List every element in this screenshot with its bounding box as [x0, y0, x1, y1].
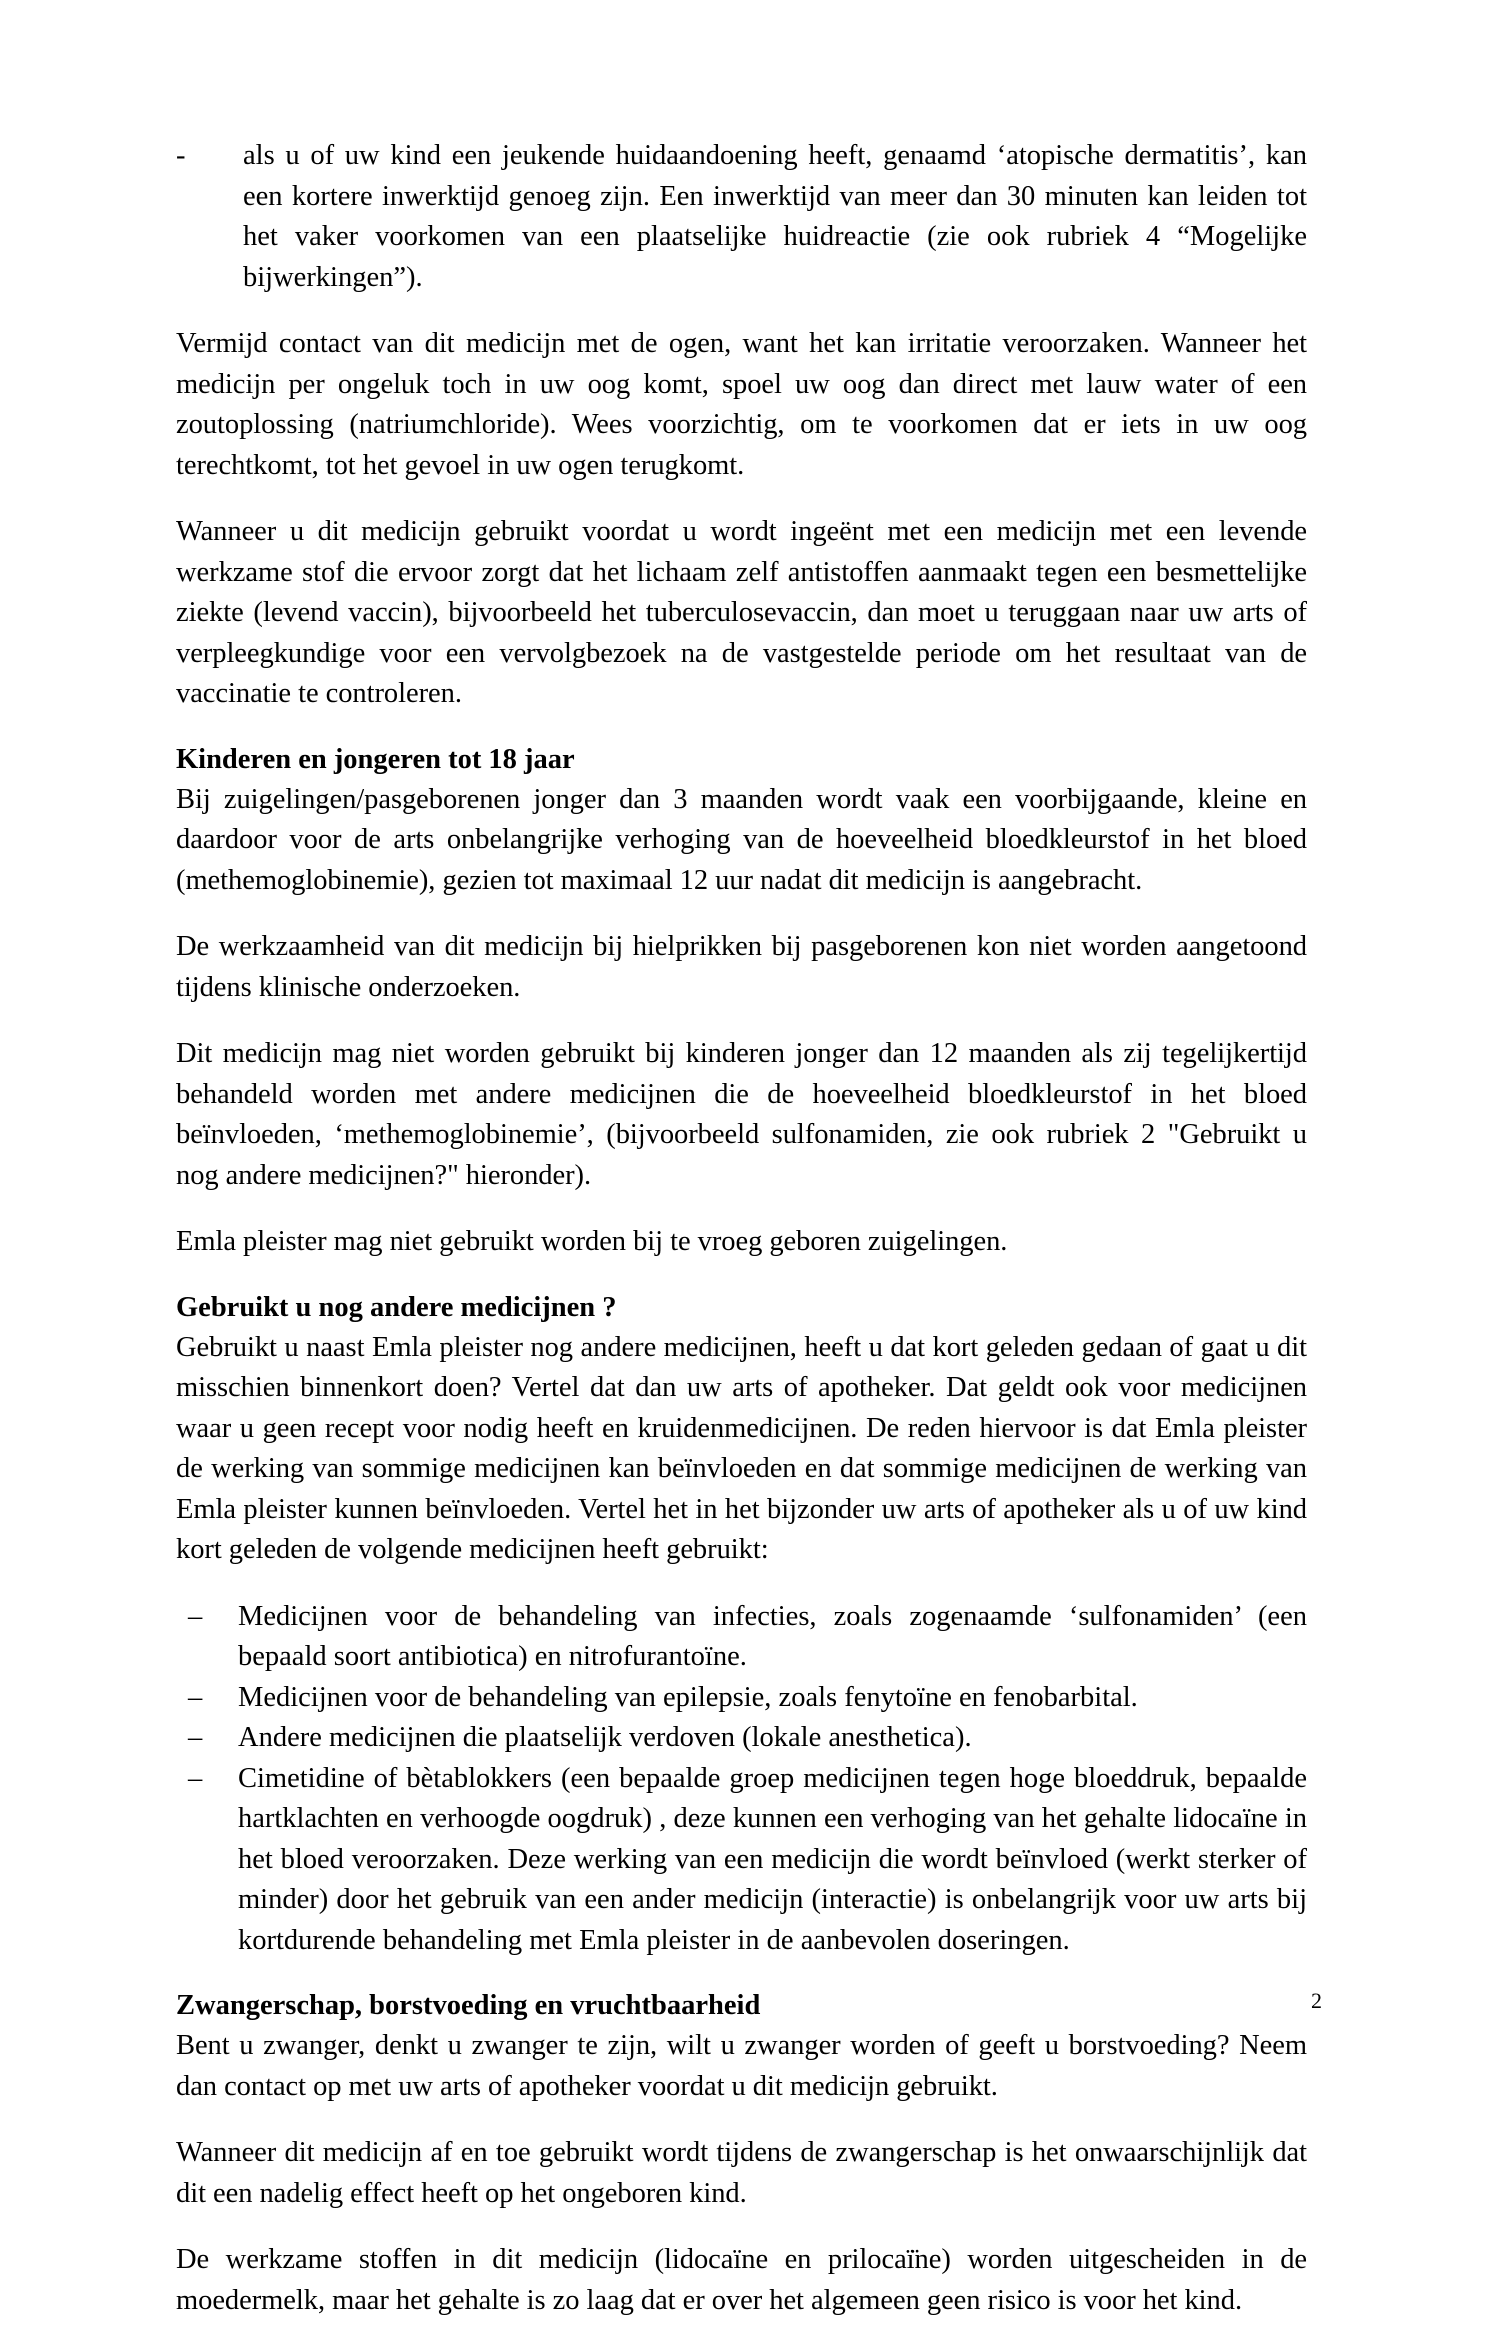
paragraph-preterm-infants: Emla pleister mag niet gebruikt worden bij te vroeg geboren zuigelingen. — [176, 1226, 1008, 1257]
paragraph-pregnancy: Bent u zwanger, denkt u zwanger te zijn, wilt u zwanger worden of geeft u borstvoeding? Neem dan contact op met uw arts of apotheker voordat u dit medicijn gebruikt. — [176, 2030, 1307, 2102]
atopic-dermatitis-list — [176, 136, 1307, 298]
page-content — [176, 136, 1307, 2347]
list-item — [176, 136, 1307, 298]
endash-marker: – — [188, 1762, 203, 1794]
list-item-text: Andere medicijnen die plaatselijk verdoven (lokale anesthetica). — [238, 1722, 972, 1753]
paragraph-heelprick: De werkzaamheid van dit medicijn bij hielprikken bij pasgeborenen kon niet worden aangetoond tijdens klinische onderzoeken. — [176, 931, 1307, 1003]
list-item-text: Medicijnen voor de behandeling van epilepsie, zoals fenytoïne en fenobarbital. — [238, 1681, 1138, 1713]
list-item — [176, 1759, 1307, 1962]
paragraph-pregnancy-occasional: Wanneer dit medicijn af en toe gebruikt wordt tijdens de zwangerschap is het onwaarschijnlijk dat dit een nadelig effect heeft op het ongeboren kind. — [176, 2137, 1307, 2209]
endash-marker: – — [188, 1600, 203, 1632]
paragraph-live-vaccine: Wanneer u dit medicijn gebruikt voordat u wordt ingeënt met een medicijn met een levende werkzame stof die ervoor zorgt dat het lichaam zelf antistoffen aanmaakt tegen een besmettelijke ziekte (levend vaccin), bijvoorbeeld het tuberculosevaccin, dan moet u teruggaan naar uw arts of verpleegkundige voor een vervolgbezoek na de vastgestelde periode om het resultaat van de vaccinatie te controleren. — [176, 516, 1307, 709]
medicine-interaction-list — [176, 1597, 1307, 1962]
endash-marker: – — [188, 1722, 203, 1753]
paragraph-eye-contact: Vermijd contact van dit medicijn met de ogen, want het kan irritatie veroorzaken. Wanneer het medicijn per ongeluk toch in uw oog komt, spoel uw oog dan direct met lauw water of een zoutoplossing (natriumchloride). Wees voorzichtig, om te voorkomen dat er iets in uw oog terechtkomt, tot het gevoel in uw ogen terugkomt. — [176, 328, 1307, 481]
paragraph-breastfeeding: De werkzame stoffen in dit medicijn (lidocaïne en prilocaï̈ne) worden uitgescheiden in de moedermelk, maar het gehalte is zo laag dat er over het algemeen geen risico is voor het kind. — [176, 2244, 1307, 2316]
endash-marker: – — [188, 1681, 203, 1713]
heading-children: Kinderen en jongeren tot 18 jaar — [176, 743, 575, 775]
heading-other-medicines: Gebruikt u nog andere medicijnen ? — [176, 1291, 617, 1323]
list-item-text: Cimetidine of bètablokkers (een bepaalde groep medicijnen tegen hoge bloeddruk, bepaalde hartklachten en verhoogde oogdruk) , deze kunnen een verhoging van het gehalte lidocaïne in het bloed veroorzaken. Deze werking van een medicijn die wordt beïnvloed (werkt sterker of minder) door het gebruik van een ander medicijn (interactie) is onbelangrijk voor uw arts bij kortdurende behandeling met Emla pleister in de aanbevolen doseringen. — [238, 1762, 1307, 1956]
paragraph-children: Bij zuigelingen/pasgeborenen jonger dan 3 maanden wordt vaak een voorbijgaande, kleine en daardoor voor de arts onbelangrijke verhoging van de hoeveelheid bloedkleurstof in het bloed (methemoglobinemie), gezien tot maximaal 12 uur nadat dit medicijn is aangebracht. — [176, 783, 1307, 896]
list-item — [176, 1718, 1307, 1759]
list-item — [176, 1597, 1307, 1678]
paragraph-under-12-months: Dit medicijn mag niet worden gebruikt bij kinderen jonger dan 12 maanden als zij tegelijkertijd behandeld worden met andere medicijnen die de hoeveelheid bloedkleurstof in het bloed beïnvloeden, ‘methemoglobinemie’, (bijvoorbeeld sulfonamiden, zie ook rubriek 2 "Gebruikt u nog andere medicijnen?" hieronder). — [176, 1038, 1307, 1191]
heading-pregnancy: Zwangerschap, borstvoeding en vruchtbaarheid — [176, 1990, 761, 2021]
section-other-medicines — [176, 1289, 1307, 1571]
section-children — [176, 741, 1307, 902]
list-item-text: als u of uw kind een jeukende huidaandoening heeft, genaamd ‘atopische dermatitis’, kan een kortere inwerktijd genoeg zijn. Een inwerktijd van meer dan 30 minuten kan leiden tot het vaker voorkomen van een plaatselijke huidreactie (zie ook rubriek 4 “Mogelijke bijwerkingen”). — [243, 140, 1307, 293]
dash-marker: - — [176, 140, 186, 171]
list-item-text: Medicijnen voor de behandeling van infecties, zoals zogenaamde ‘sulfonamiden’ (een bepaald soort antibiotica) en nitrofurantoïne. — [238, 1600, 1307, 1672]
page-number: 2 — [1311, 1988, 1322, 2013]
paragraph-other-medicines: Gebruikt u naast Emla pleister nog andere medicijnen, heeft u dat kort geleden gedaan of gaat u dit misschien binnenkort doen? Vertel dat dan uw arts of apotheker. Dat geldt ook voor medicijnen waar u geen recept voor nodig heeft en kruidenmedicijnen. De reden hiervoor is dat Emla pleister de werking van sommige medicijnen kan beïnvloeden en dat sommige medicijnen de werking van Emla pleister kunnen beïnvloeden. Vertel het in het bijzonder uw arts of apotheker als u of uw kind kort geleden de volgende medicijnen heeft gebruikt: — [176, 1331, 1307, 1565]
list-item — [176, 1678, 1307, 1719]
